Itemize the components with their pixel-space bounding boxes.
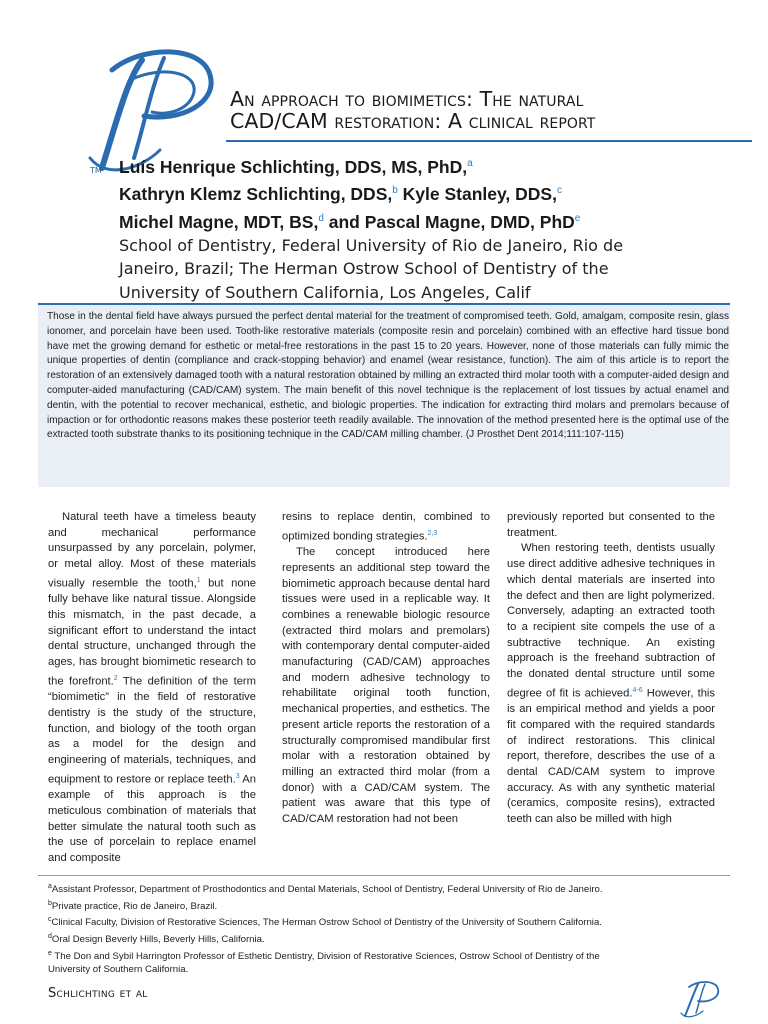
body-text: but none fully behave like natural tissue. Alongside this mismatch, in the past decade, a significant effort to understand the intact dental structure, unchanged through the ages, has brought biomimetic research to the forefront. <box>48 577 256 688</box>
author-name: Kyle Stanley, DDS, <box>397 184 557 205</box>
footnote <box>48 913 718 930</box>
footnote <box>48 930 718 947</box>
body-text: An example of this approach is the meticulous combination of materials that better simulate the natural tooth such as the use of porcelain to replace enamel and composite <box>48 773 256 864</box>
running-head: Schlichting et al <box>48 986 148 1001</box>
footnote <box>48 897 718 914</box>
author-line-2 <box>119 179 759 206</box>
footnote-mark: a <box>48 883 52 890</box>
author-name: Luís Henrique Schlichting, DDS, MS, PhD, <box>119 156 468 177</box>
footnote-text: Private practice, Rio de Janeiro, Brazil. <box>51 900 218 912</box>
title-divider <box>226 140 752 142</box>
author-name: Michel Magne, MDT, BS, <box>119 211 319 232</box>
author-affiliation-mark[interactable]: a <box>467 158 473 169</box>
body-text: Natural teeth have a timeless beauty and mechanical performance unsurpassed by any porcelain, polymer, or metal alloy. Most of these materials visually resemble the tooth, <box>48 511 256 590</box>
reference-link[interactable]: 2,3 <box>427 529 438 537</box>
author-line-1 <box>119 152 759 179</box>
affiliation-line: University of Southern California, Los Angeles, Calif <box>119 282 531 302</box>
journal-logo-small <box>676 978 722 1020</box>
footnote-mark: c <box>48 916 52 924</box>
author-block <box>119 152 759 304</box>
footnote-text: Clinical Faculty, Division of Restorative Sciences, The Herman Ostrow School of Dentistry of the University of Southern California. <box>51 917 602 929</box>
footnote-text: The Don and Sybil Harrington Professor of Esthetic Dentistry, Division of Restorative Sciences, Ostrow School of Dentistry of the <box>51 950 600 962</box>
body-text: The definition of the term “biomimetic” in the field of restorative dentistry is the study of the structure, function, and biology of the tooth organ as a model for the design and engineering of materials, techniques, and equipment to restore or replace teeth. <box>48 675 256 786</box>
footnote-mark: d <box>48 933 52 941</box>
body-column-1 <box>48 510 256 867</box>
abstract-box <box>38 303 730 487</box>
affiliation-line: School of Dentistry, Federal University of Rio de Janeiro, Rio de <box>119 235 624 255</box>
body-paragraph: The concept introduced here represents an additional step toward the biomimetic approach because dental hard tissues were used in a replicable way. It combines a renewable biologic resource (extracted third molars and premolars) with contemporary dental computer-aided manufacturing (CAD/CAM) approaches and modern adhesive technology to rehabilitate original tooth function, mechanical properties, and esthetics. The present article reports the restoration of a structurally compromised mandibular first molar with a restoration obtained by milling an extracted third molar (from a donor) with a CAD/CAM system. The patient was aware that this type of CAD/CAM restoration had not been <box>282 546 490 826</box>
reference-link[interactable]: 3 <box>235 772 240 780</box>
abstract-text: Those in the dental field have always pursued the perfect dental material for the treatment of compromised teeth. Gold, amalgam, composite resin, glass ionomer, and porcelain have been used. Tooth-like restorative materials (composite resin and porcelain) combined with an effective hard tissue bond have met the growing demand for esthetic or metal-free restorations in the past 15 to 20 years. However, none of those materials can fully mimic the unique properties of dentin (compliance and crack-stopping behavior) and enamel (wear resistance, function). The aim of this article is to report the restoration of an extensively damaged tooth with a natural restoration obtained by milling an extracted third molar tooth with a computer-aided design and computer-aided manufacturing (CAD/CAM) system. The main benefit of this novel technique is the replacement of lost tissues by actual enamel and dentin, with the potential to recover mechanical, esthetic, and biologic properties. The indication for extracting third molars and premolars because of impaction or for orthodontic reasons makes these posterior teeth readily available. The innovation of the method presented here is the optimal use of the extracted tooth substrate thanks to its positioning technique in the CAD/CAM milling chamber. (J Prosthet Dent 2014;111:107-115) <box>47 311 729 441</box>
footnote <box>48 880 718 897</box>
body-paragraph <box>507 541 715 827</box>
author-name: Kathryn Klemz Schlichting, DDS, <box>119 184 393 205</box>
title-line-1: An approach to biomimetics: The natural <box>230 87 584 111</box>
article-title <box>230 88 750 132</box>
footnote-mark: b <box>48 899 52 907</box>
footnote-text: Oral Design Beverly Hills, Beverly Hills, California. <box>51 934 265 946</box>
trademark-mark: TM <box>90 166 102 175</box>
body-text: However, this is an empirical method and yields a poor fit compared with the required standards of indirect restorations. This clinical report, therefore, describes the use of a dental CAD/CAM system to improve accuracy. As with any synthetic material (ceramics, composite resins), extracted teeth can also be milled with high <box>507 687 715 826</box>
body-text: When restoring teeth, dentists usually use direct additive adhesive techniques in which dental materials are inserted into the defect and then are light polymerized. Conversely, adapting an extracted tooth to a recipient site compels the use of a subtractive technique. An existing approach is the freehand subtraction of the donated dental structure until some degree of fit is achieved. <box>507 542 715 700</box>
footnote-mark: e <box>48 949 52 957</box>
body-column-2 <box>282 510 490 828</box>
body-paragraph <box>48 510 256 867</box>
footnote <box>48 947 718 964</box>
reference-link[interactable]: 2 <box>113 674 118 682</box>
title-line-2: CAD/CAM restoration: A clinical report <box>230 109 596 133</box>
footnote-divider <box>38 875 730 876</box>
body-text: resins to replace dentin, combined to optimized bonding strategies. <box>282 511 490 543</box>
reference-link[interactable]: 4-6 <box>632 686 643 694</box>
footnote-text: Assistant Professor, Department of Prosthodontics and Dental Materials, School of Dentistry, Federal University of Rio de Janeiro. <box>51 884 603 896</box>
footnote: University of Southern California. <box>48 964 189 976</box>
author-name: and Pascal Magne, DMD, PhD <box>323 211 575 232</box>
body-paragraph <box>282 510 490 545</box>
body-column-3 <box>507 510 715 828</box>
author-affiliation-mark[interactable]: e <box>574 212 581 224</box>
author-affiliation-mark[interactable]: c <box>556 185 562 197</box>
affiliation-line: Janeiro, Brazil; The Herman Ostrow School of Dentistry of the <box>119 259 609 279</box>
author-line-3 <box>119 207 759 234</box>
author-affiliation-mark[interactable]: d <box>318 212 324 224</box>
footnotes <box>48 880 718 977</box>
reference-link[interactable]: 1 <box>196 576 201 584</box>
body-paragraph: previously reported but consented to the treatment. <box>507 511 715 539</box>
author-affiliation-mark[interactable]: b <box>392 185 398 197</box>
